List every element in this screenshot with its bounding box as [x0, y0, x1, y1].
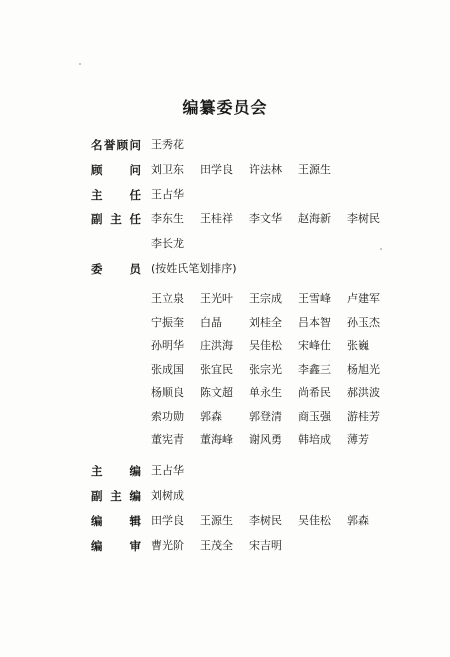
ordering-note: (按姓氏笔划排序)	[151, 262, 237, 275]
member-name: 薄芳	[347, 433, 369, 446]
member-name: 白晶	[200, 315, 222, 329]
person-name: 王占华	[151, 464, 184, 477]
member-name: 商玉强	[298, 409, 331, 423]
member-name: 吕本智	[298, 315, 331, 329]
person-name: 曹光阶	[151, 539, 184, 552]
person-name: 王茂全	[200, 539, 233, 552]
member-name: 郭登清	[249, 409, 282, 423]
member-row	[151, 428, 396, 452]
person-name: 王秀花	[151, 138, 184, 151]
member-row	[151, 334, 396, 358]
scan-speck	[380, 248, 382, 250]
role-label: 副 主 编	[91, 489, 141, 503]
committee-row	[0, 258, 450, 280]
member-name: 卢建军	[347, 292, 380, 305]
person-name: 王源生	[200, 514, 233, 527]
member-name: 宁振奎	[151, 315, 184, 329]
person-name: 田学良	[200, 163, 233, 176]
member-row	[151, 358, 396, 382]
committee-row	[0, 159, 450, 181]
role-label: 委 员	[91, 262, 141, 276]
member-name: 庄洪海	[200, 339, 233, 352]
person-name: 吴佳松	[298, 514, 331, 527]
committee-row	[0, 208, 450, 230]
member-row	[151, 381, 396, 405]
role-label: 编 辑	[91, 514, 141, 528]
member-name: 吴佳松	[249, 339, 282, 352]
name-list	[151, 485, 200, 507]
name-list	[151, 159, 347, 181]
name-list	[151, 184, 200, 206]
member-name: 孙明华	[151, 339, 184, 352]
member-name: 尚希民	[298, 386, 331, 399]
person-name: 李东生	[151, 212, 184, 225]
member-name: 张宗光	[249, 362, 282, 376]
member-name: 王雪峰	[298, 292, 331, 305]
committee-row	[0, 460, 450, 482]
member-name: 张宜民	[200, 362, 233, 376]
committee-row	[0, 485, 450, 507]
member-name: 谢风勇	[249, 433, 282, 446]
person-name: 李树民	[249, 514, 282, 527]
member-name: 张成国	[151, 362, 184, 376]
member-name: 郭森	[200, 409, 222, 423]
member-row	[151, 405, 396, 429]
committee-row	[0, 134, 450, 156]
member-name: 韩培成	[298, 433, 331, 446]
name-list	[151, 535, 298, 557]
scan-speck	[79, 63, 81, 65]
committee-row	[0, 233, 450, 255]
name-list	[151, 460, 200, 482]
person-name: 王占华	[151, 188, 184, 201]
role-label: 顾 问	[91, 163, 141, 177]
person-name: 宋吉明	[249, 539, 282, 552]
role-label: 主 任	[91, 188, 141, 202]
person-name: 李树民	[347, 212, 380, 225]
member-name: 王立泉	[151, 292, 184, 305]
member-name: 陈文超	[200, 386, 233, 399]
member-name: 刘桂全	[249, 315, 282, 329]
role-label: 名 誉 顾 问	[91, 138, 141, 152]
person-name: 王源生	[298, 163, 331, 176]
member-name: 单永生	[249, 386, 282, 399]
member-row	[151, 287, 396, 311]
role-label: 主 编	[91, 464, 141, 478]
person-name: 许法林	[249, 163, 282, 176]
member-name: 郝洪波	[347, 386, 380, 399]
person-name: 田学良	[151, 514, 184, 527]
person-name: 李长龙	[151, 237, 184, 250]
page-title: 编纂委员会	[182, 98, 268, 117]
member-name: 杨顺良	[151, 386, 184, 399]
committee-row	[0, 184, 450, 206]
role-label: 副 主 任	[91, 212, 141, 226]
name-list	[151, 233, 200, 255]
committee-row	[0, 535, 450, 557]
person-name: 赵海新	[298, 212, 331, 225]
member-name: 张巍	[347, 339, 369, 352]
person-name: 王桂祥	[200, 212, 233, 225]
member-name: 索功勋	[151, 409, 184, 423]
person-name: 郭森	[347, 514, 369, 527]
role-label: 编 审	[91, 539, 141, 553]
member-name: 董海峰	[200, 433, 233, 446]
name-list	[151, 134, 200, 156]
committee-row	[0, 510, 450, 532]
member-name: 孙玉杰	[347, 315, 380, 329]
member-name: 杨旭光	[347, 362, 380, 376]
member-name: 董宪青	[151, 433, 184, 446]
member-name: 游桂芳	[347, 409, 380, 423]
name-list	[151, 510, 396, 532]
person-name: 李文华	[249, 212, 282, 225]
member-name: 王宗成	[249, 292, 282, 305]
member-name: 李鑫三	[298, 362, 331, 376]
person-name: 刘树成	[151, 489, 184, 502]
member-name: 宋峰仕	[298, 339, 331, 352]
member-row	[151, 311, 396, 335]
person-name: 刘卫东	[151, 163, 184, 176]
member-grid	[151, 287, 396, 452]
member-name: 王光叶	[200, 292, 233, 305]
name-list	[151, 208, 396, 230]
